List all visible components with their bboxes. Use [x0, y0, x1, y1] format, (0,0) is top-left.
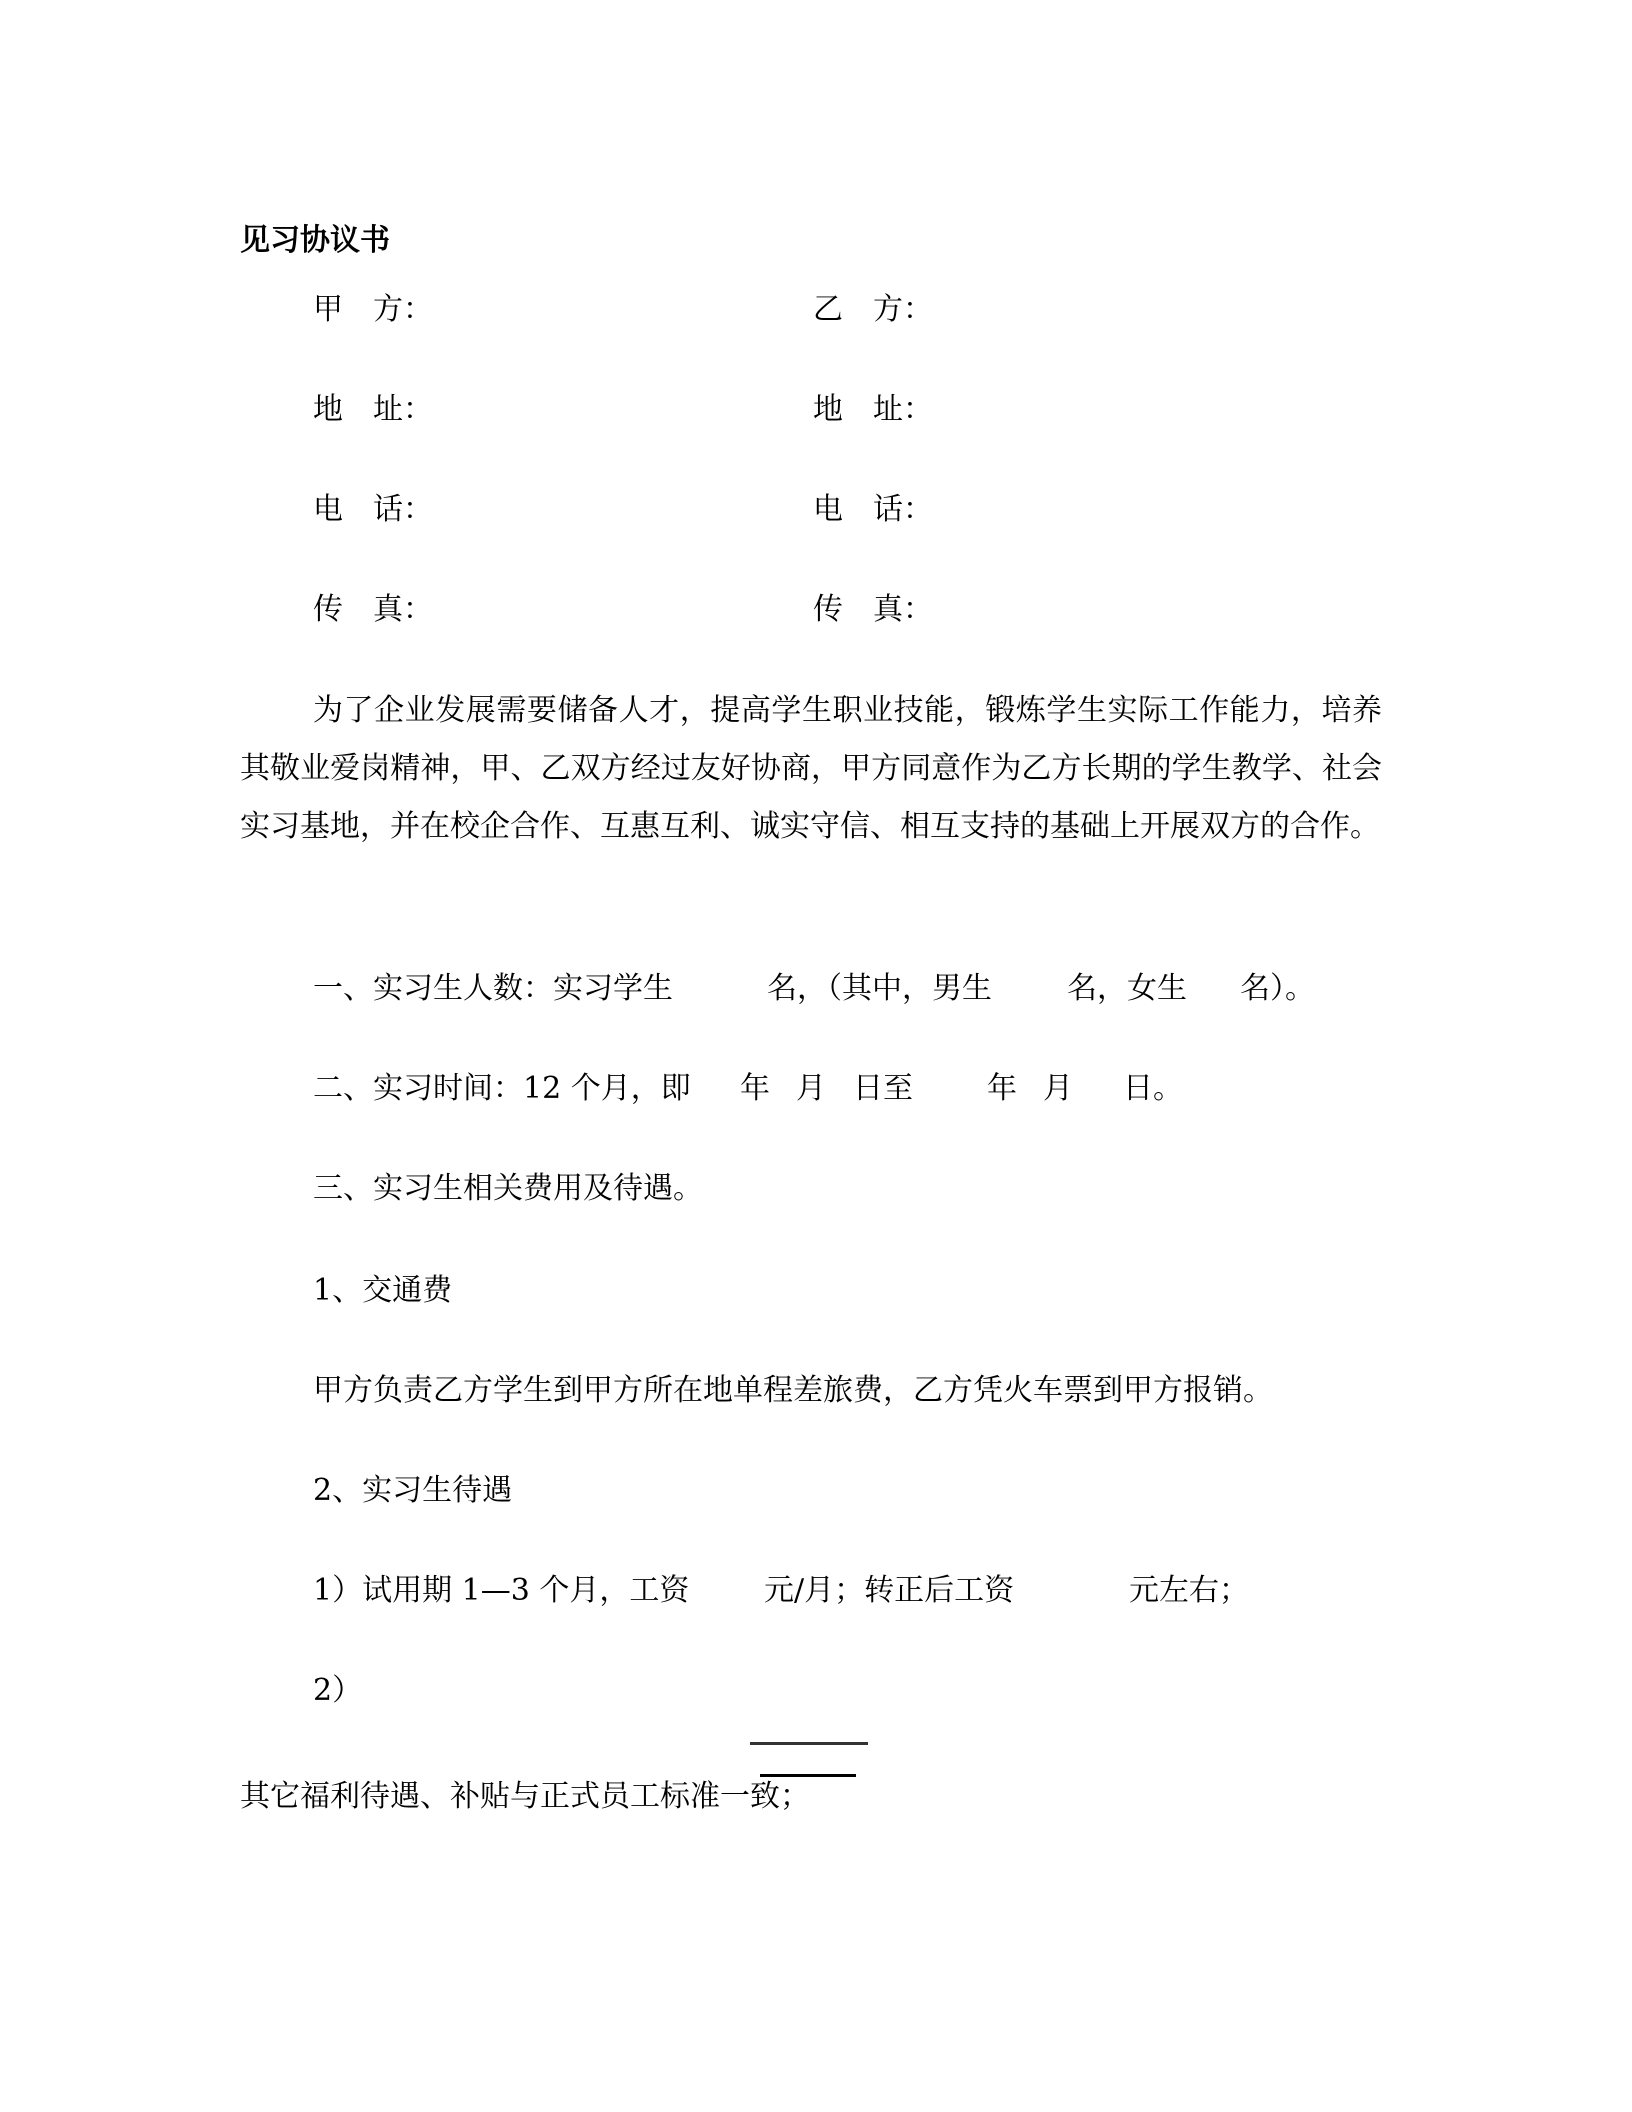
party-a-address-label: 地 址： — [313, 392, 433, 427]
item2-title: 2、实习生待遇 — [313, 1473, 513, 1508]
sub1-part: 元左右； — [1129, 1573, 1249, 1608]
document-title: 见习协议书 — [240, 223, 390, 258]
other-benefits: 其它福利待遇、补贴与正式员工标准一致； — [240, 1779, 810, 1814]
clause1-part: 一、实习生人数：实习学生 — [313, 971, 673, 1006]
clause1-part: 名）。 — [1240, 971, 1315, 1006]
party-b-label: 乙 方： — [813, 292, 933, 327]
clause1-part: 名，女生 — [1067, 971, 1187, 1006]
party-a-fax-label: 传 真： — [313, 592, 433, 627]
clause2-part: 年 — [740, 1071, 770, 1106]
divider-line — [750, 1742, 868, 1745]
clause1-part: 名，（其中，男生 — [767, 971, 992, 1006]
clause2-part: 日。 — [1123, 1071, 1183, 1106]
sub1-part: 元/月；转正后工资 — [764, 1573, 1015, 1608]
item1-title: 1、交通费 — [313, 1273, 453, 1308]
clause2-part: 年 — [987, 1071, 1017, 1106]
sub2: 2） — [313, 1673, 363, 1708]
intro-paragraph: 为了企业发展需要储备人才，提高学生职业技能，锻炼学生实际工作能力，培养其敬业爱岗精神，甲、乙双方经过友好协商，甲方同意作为乙方长期的学生教学、社会实习基地，并在校企合作、互惠互利、诚实守信、相互支持的基础上开展双方的合作。 — [240, 693, 1382, 844]
clause2-part: 月 — [1043, 1071, 1073, 1106]
party-b-phone-label: 电 话： — [813, 492, 933, 527]
sub1-part: 1）试用期 1—3 个月，工资 — [313, 1573, 690, 1608]
party-a-label: 甲 方： — [313, 292, 433, 327]
party-b-address-label: 地 址： — [813, 392, 933, 427]
party-b-fax-label: 传 真： — [813, 592, 933, 627]
clause2-part: 日至 — [853, 1071, 913, 1106]
item1-text: 甲方负责乙方学生到甲方所在地单程差旅费，乙方凭火车票到甲方报销。 — [313, 1373, 1273, 1408]
clause3: 三、实习生相关费用及待遇。 — [313, 1171, 703, 1206]
clause2-part: 月 — [796, 1071, 826, 1106]
party-a-phone-label: 电 话： — [313, 492, 433, 527]
clause2-part: 二、实习时间：12 个月，即 — [313, 1071, 691, 1106]
